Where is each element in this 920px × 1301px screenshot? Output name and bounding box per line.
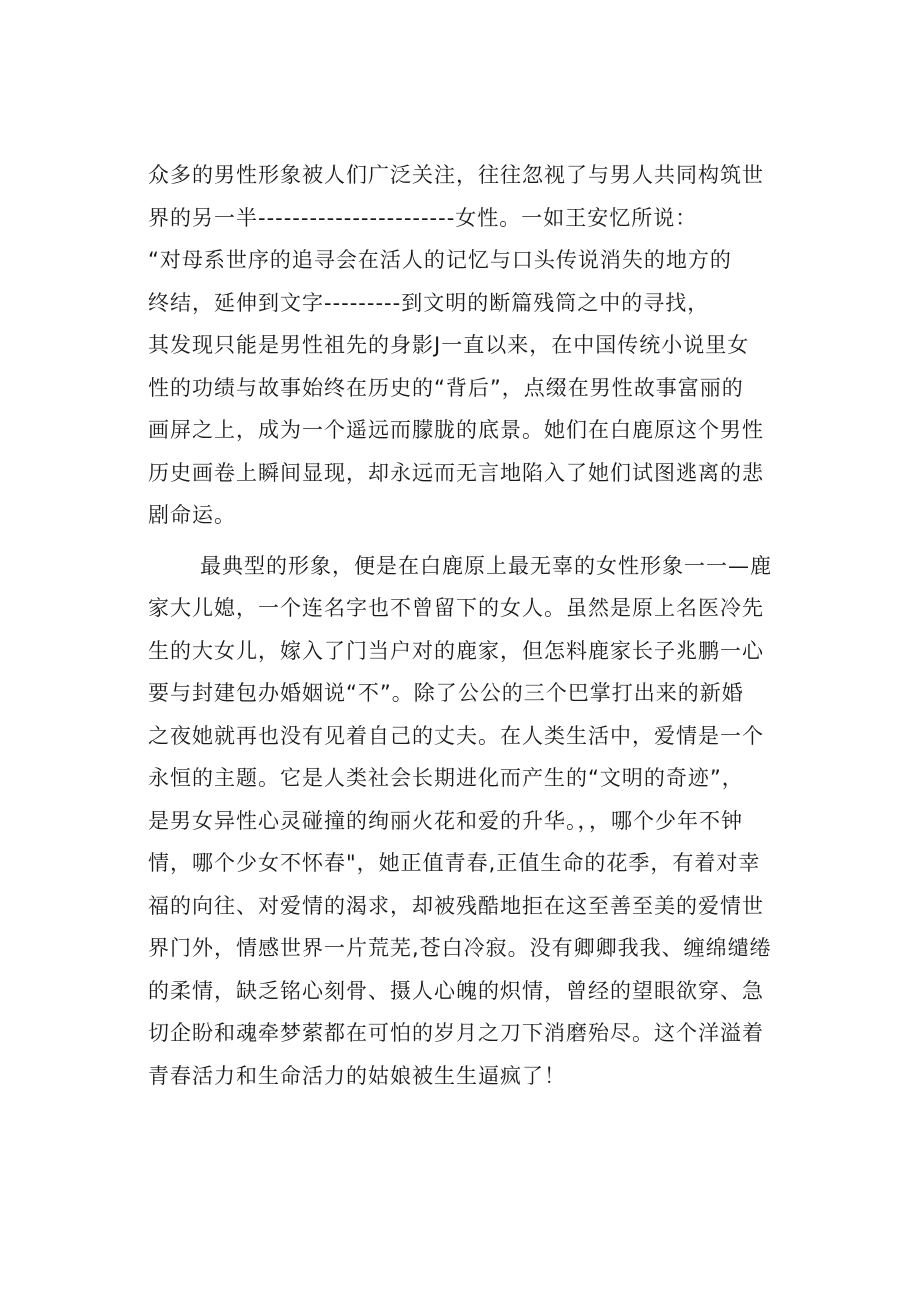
text-line: 剧命运。 [148,503,236,527]
text-line: 生的大女儿，嫁入了门当户对的鹿家，但怎料鹿家长子兆鹏一心 [148,638,764,663]
text-line: 画屏之上，成为一个遥远而朦胧的底景。她们在白鹿原这个男性 [148,418,764,442]
text-line: 福的向往、对爱情的渴求，却被残酷地拒在这至善至美的爱情世 [148,893,764,918]
text-line: 界的另一半-----------------------女性。一如王安忆所说： [148,205,698,230]
text-line: 众多的男性形象被人们广泛关注，往往忽视了与男人共同构筑世 [148,163,764,187]
text-line: 历史画卷上瞬间显现，却永远而无言地陷入了她们试图逃离的悲 [148,460,764,485]
paragraph-first-line: 最典型的形象，便是在白鹿原上最无辜的女性形象一一—鹿 [200,553,772,578]
paragraph-gap [148,537,788,545]
text-line: 其发现只能是男性祖先的身影J一直以来，在中国传统小说里女 [148,333,750,357]
text-line: 青春活力和生命活力的姑娘被生生逼疯了！ [148,1063,566,1088]
text-line: “对母系世序的追寻会在活人的记忆与口头传说消失的地方的 [148,248,732,272]
body-text [148,154,788,1097]
text-line: 情，哪个少女不怀春"，她正值青春,正值生命的花季，有着对幸 [148,851,761,875]
text-line: 家大儿媳，一个连名字也不曾留下的女人。虽然是原上名医冷先 [148,596,764,620]
text-line: 的柔情，缺乏铭心刻骨、摄人心魄的炽情，曾经的望眼欲穿、急 [148,978,764,1003]
text-line: 界门外，情感世界一片荒芜,苍白冷寂。没有卿卿我我、缠绵缱绻 [148,936,772,960]
text-line: 是男女异性心灵碰撞的绚丽火花和爱的升华。，，哪个少年不钟 [148,808,743,833]
text-line: 之夜她就再也没有见着自己的丈夫。在人类生活中，爱情是一个 [148,723,764,748]
text-line: 性的功绩与故事始终在历史的“背后”，点缀在男性故事富丽的 [148,375,744,400]
text-line: 永恒的主题。它是人类社会长期进化而产生的“文明的奇迹”， [148,766,744,790]
text-line: 要与封建包办婚姻说“不”。除了公公的三个巴掌打出来的新婚 [148,681,744,705]
text-line: 切企盼和魂牵梦萦都在可怕的岁月之刀下消磨殆尽。这个洋溢着 [148,1021,764,1045]
text-line: 终结，延伸到文字---------到文明的断篇残筒之中的寻找， [148,290,710,315]
